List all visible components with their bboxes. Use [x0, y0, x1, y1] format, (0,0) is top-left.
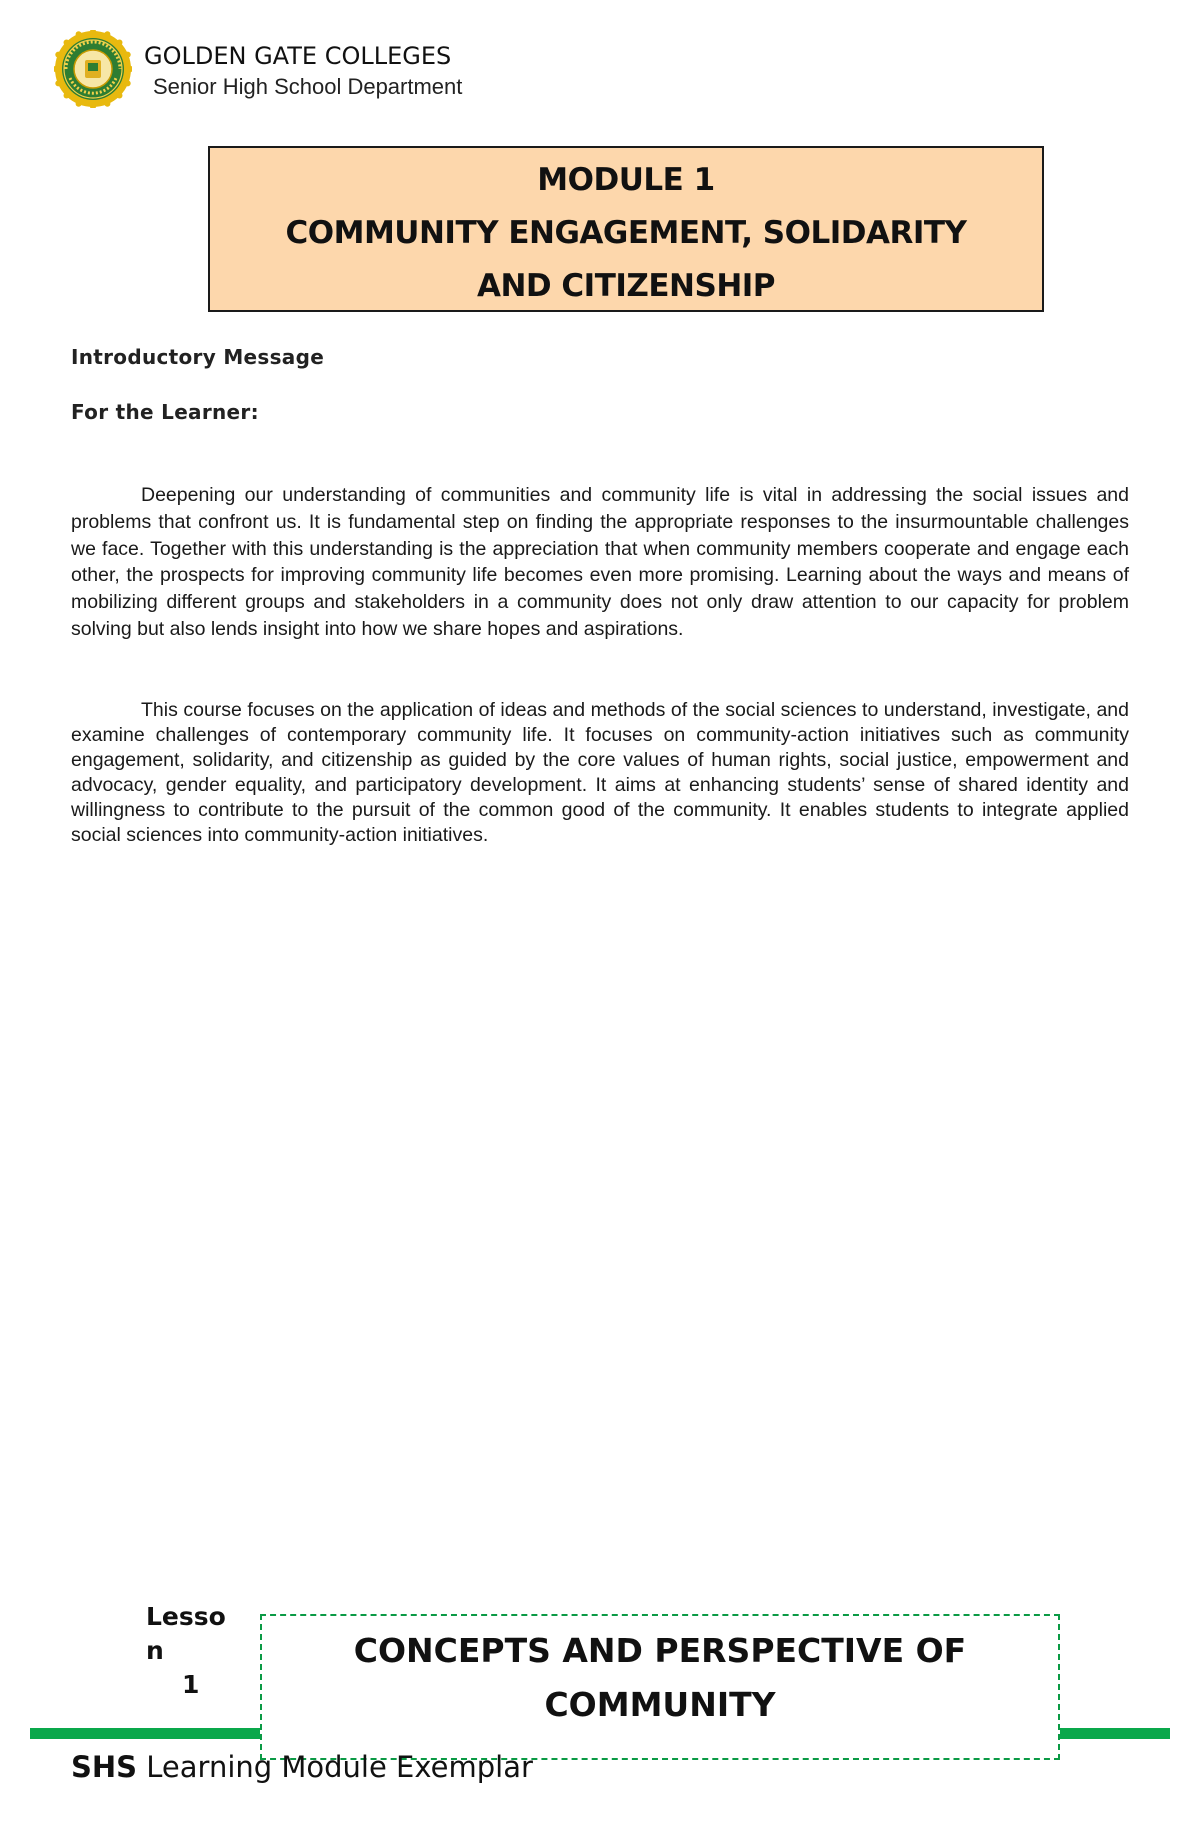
lesson-title-line1: CONCEPTS AND PERSPECTIVE OF — [353, 1631, 967, 1670]
for-the-learner-heading: For the Learner: — [71, 400, 259, 424]
school-name: GOLDEN GATE COLLEGES — [144, 42, 452, 70]
footer-text: Learning Module Exemplar — [137, 1750, 533, 1784]
module-title-line2: AND CITIZENSHIP — [476, 268, 776, 304]
school-seal-icon — [54, 30, 132, 108]
module-number: MODULE 1 — [537, 162, 715, 198]
intro-paragraph-1: Deepening our understanding of communities and community life is vital in addressing the social issues and problems that confront us. It is fundamental step on finding the appropriate responses to the insurmountable challenges we face. Together with this understanding is the appreciation that when community members cooperate and engage each other, the prospects for improving community life becomes even more promising. Learning about the ways and means of mobilizing different groups and stakeholders in a community does not only draw attention to our capacity for problem solving but also lends insight into how we share hopes and aspirations. — [71, 484, 1129, 640]
lesson-word: Lesson — [146, 1602, 226, 1665]
lesson-number: 1 — [182, 1670, 200, 1699]
footer-shs: SHS — [71, 1750, 138, 1784]
lesson-title-line2: COMMUNITY — [544, 1685, 776, 1724]
lesson-title-box — [260, 1614, 1060, 1760]
intro-paragraph-2: This course focuses on the application of ideas and methods of the social sciences to understand, investigate, and examine challenges of contemporary community life. It focuses on community-action initiatives such as community engagement, solidarity, and citizenship as guided by the core values of human rights, social justice, empowerment and advocacy, gender equality, and participatory development. It aims at enhancing students’ sense of shared identity and willingness to contribute to the pursuit of the common good of the community. It enables students to integrate applied social sciences into community-action initiatives. — [71, 699, 1129, 846]
introductory-message-heading: Introductory Message — [71, 345, 325, 369]
module-title-box — [208, 146, 1044, 312]
green-divider-right — [1058, 1728, 1170, 1739]
green-divider-left — [30, 1728, 262, 1739]
module-title-line1: COMMUNITY ENGAGEMENT, SOLIDARITY — [285, 215, 967, 251]
lesson-label — [146, 1600, 236, 1702]
department-name: Senior High School Department — [153, 74, 463, 99]
footer — [71, 1750, 533, 1784]
